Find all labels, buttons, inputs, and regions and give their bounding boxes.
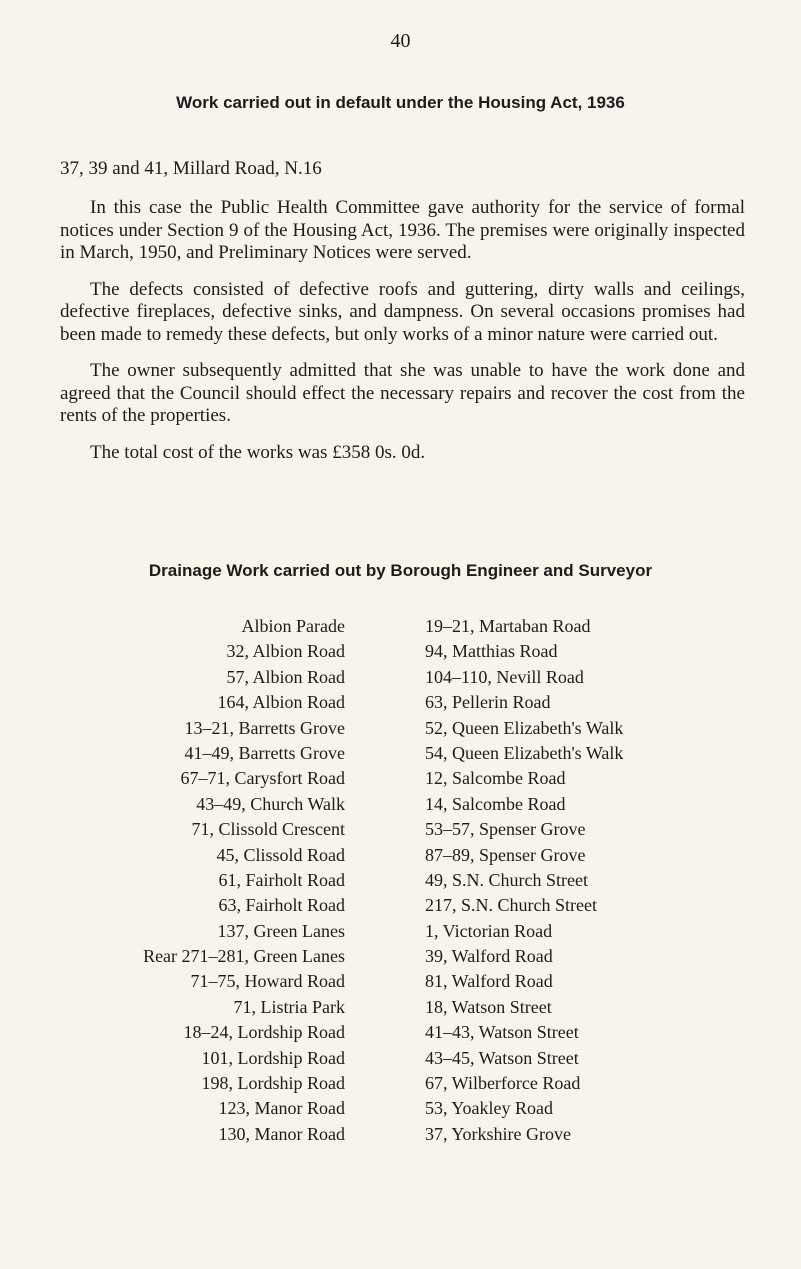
- list-item: 19–21, Martaban Road: [425, 616, 591, 636]
- list-item: 49, S.N. Church Street: [425, 869, 588, 890]
- list-item: 198, Lordship Road: [201, 1073, 345, 1094]
- list-item: 104–110, Nevill Road: [425, 666, 584, 687]
- list-item: 14, Salcombe Road: [425, 793, 566, 814]
- list-item: 18–24, Lordship Road: [183, 1022, 345, 1043]
- list-item: 1, Victorian Road: [425, 920, 553, 941]
- list-item: 137, Green Lanes: [217, 920, 345, 941]
- list-item: 81, Walford Road: [425, 971, 553, 992]
- list-item: 41–49, Barretts Grove: [184, 742, 345, 763]
- list-item: 57, Albion Road: [226, 666, 345, 687]
- property-address: 37, 39 and 41, Millard Road, N.16: [60, 158, 322, 179]
- list-item: 12, Salcombe Road: [425, 768, 566, 789]
- list-item: 39, Walford Road: [425, 946, 553, 967]
- list-item: Rear 271–281, Green Lanes: [143, 946, 345, 967]
- section-heading-housing-act: Work carried out in default under the Housing Act, 1936: [176, 93, 625, 112]
- list-item: 67, Wilberforce Road: [425, 1073, 581, 1094]
- list-item: Albion Parade: [241, 616, 345, 636]
- list-item: 130, Manor Road: [218, 1123, 345, 1144]
- list-item: 53, Yoakley Road: [425, 1098, 554, 1119]
- list-item: 63, Fairholt Road: [218, 895, 345, 916]
- paragraph-authority: In this case the Public Health Committee gave authority for the service of formal notices under Section 9 of the Housing Act, 1936. The premises were originally inspected in March, 1950, and Preliminary Notices were served.: [60, 197, 745, 263]
- list-item: 32, Albion Road: [226, 641, 345, 662]
- list-item: 63, Pellerin Road: [425, 692, 551, 713]
- paragraph-owner: The owner subsequently admitted that she was unable to have the work done and agreed that the Council should effect the necessary repairs and recover the cost from the rents of the properties.: [60, 360, 745, 426]
- list-item: 43–49, Church Walk: [196, 793, 345, 814]
- list-item: 53–57, Spenser Grove: [425, 819, 586, 840]
- list-item: 45, Clissold Road: [216, 844, 345, 865]
- list-item: 61, Fairholt Road: [218, 869, 345, 890]
- drainage-list-left: [40, 614, 345, 1147]
- list-item: 164, Albion Road: [217, 692, 345, 713]
- page-number: 40: [390, 30, 411, 52]
- body-text: [60, 197, 745, 478]
- list-item: 123, Manor Road: [218, 1098, 345, 1119]
- list-item: 101, Lordship Road: [201, 1047, 345, 1068]
- list-item: 43–45, Watson Street: [425, 1047, 579, 1068]
- list-item: 54, Queen Elizabeth's Walk: [425, 742, 624, 763]
- list-item: 37, Yorkshire Grove: [425, 1123, 571, 1144]
- list-item: 52, Queen Elizabeth's Walk: [425, 717, 624, 738]
- list-item: 87–89, Spenser Grove: [425, 844, 586, 865]
- list-item: 94, Matthias Road: [425, 641, 558, 662]
- section-heading-drainage: Drainage Work carried out by Borough Engineer and Surveyor: [148, 561, 653, 580]
- list-item: 67–71, Carysfort Road: [180, 768, 345, 789]
- drainage-list-right: [425, 614, 755, 1147]
- list-item: 71–75, Howard Road: [190, 971, 345, 992]
- list-item: 71, Listria Park: [233, 996, 345, 1017]
- list-item: 18, Watson Street: [425, 996, 552, 1017]
- list-item: 13–21, Barretts Grove: [184, 717, 345, 738]
- list-item: 217, S.N. Church Street: [425, 895, 597, 916]
- list-item: 41–43, Watson Street: [425, 1022, 579, 1043]
- list-item: 71, Clissold Crescent: [191, 819, 345, 840]
- paragraph-total-cost: The total cost of the works was £358 0s. 0d.: [90, 441, 426, 463]
- paragraph-defects: The defects consisted of defective roofs and guttering, dirty walls and ceilings, defective fireplaces, defective sinks, and dampness. On several occasions promises had been made to remedy these defects, but only works of a minor nature were carried out.: [60, 278, 745, 345]
